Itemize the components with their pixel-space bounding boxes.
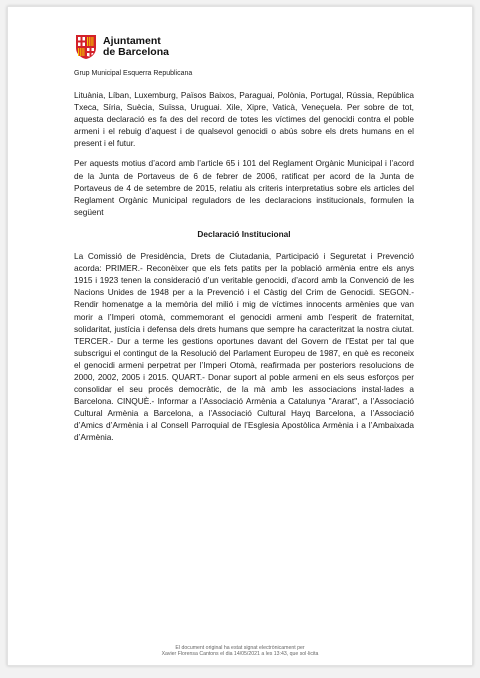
document-page [7,6,473,666]
ajuntament-logo [74,34,169,60]
logo-line-2: de Barcelona [103,46,169,58]
paragraph-2: Per aquests motius d’acord amb l’article 65 i 101 del Reglament Orgànic Municipal i l’acord de la Junta de Portaveus de 6 de febrer de 2006, ratificat per acord de la Junta de Portaveus de 4 de setembre de 2015, relatiu als criteris interpretatius sobre els articles del Reglament Orgànic Municipal reguladors de les declaracions institucionals, formulen la següent [74,158,414,217]
group-name: Grup Municipal Esquerra Republicana [74,70,193,77]
document-body [74,89,414,452]
footer-line-2: Xavier Florensa Cantons el dia 14/05/2021 a les 13:43, que sol·licita [161,651,319,658]
signature-footer [8,645,472,657]
logo-line-1: Ajuntament [103,35,161,47]
footer-line-1: El document original ha estat signat electrònicament per [175,645,305,651]
paragraph-3: La Comissió de Presidència, Drets de Ciutadania, Participació i Seguretat i Prevenció acorda: PRIMER.- Reconèixer que els fets patits per la població armènia entre els anys 1915 i 1923 tenen la consideració d’un veritable genocidi, d’acord amb la Convenció de les Nacions Unides de 1948 per a la Prevenció i el Càstig del Crim de Genocidi. SEGON.- Rendir homenatge a la memòria del milió i mig de víctimes innocents armènies que van morir a l’Imperi otomà, commemorant el genocidi armeni amb l’esperit de fraternitat, solidaritat, justícia i defensa dels drets humans que sempre ha caracteritzat la nostra ciutat. TERCER.- Dur a terme les gestions oportunes davant del Govern de l’Estat per tal que subscrigui el contingut de la Resolució del Parlament Europeu de 1987, en què es reconeix el genocidi armeni perpetrat per l’Imperi Otomà, reafirmada per posteriors resolucions de 2000, 2002, 2005 i 2015. QUART.- Donar suport al poble armeni en els seus esforços per consolidar el seu procés democràtic, de la mà amb les associacions instal·lades a Barcelona. CINQUÈ.- Informar a l’Associació Armènia a Catalunya "Ararat", a l’Associació Cultural Armènia a Barcelona, a l’Associació Cultural Hayq Barcelona, a l’Associació d’Amics d’Armènia i al Consell Parroquial de l’Esglesia Apostòlica Armènia i a l’Ambaixada d’Armènia. [74,251,414,443]
barcelona-shield-icon [74,34,98,60]
section-heading: Declaració Institucional [197,228,291,239]
logo-wordmark [103,36,169,58]
paragraph-1: Lituània, Líban, Luxemburg, Països Baixos, Paraguai, Polònia, Portugal, Rússia, República Txeca, Síria, Suècia, Suïssa, Uruguai. Xile, Xipre, Vaticà, Veneçuela. Per sobre de tot, aquesta declaració es fa des del record de totes les víctimes del genocidi contra el poble armeni i el rebuig d’aquest i de qualsevol genocidi o abús sobre els drets humans en el present i el futur. [74,90,414,149]
